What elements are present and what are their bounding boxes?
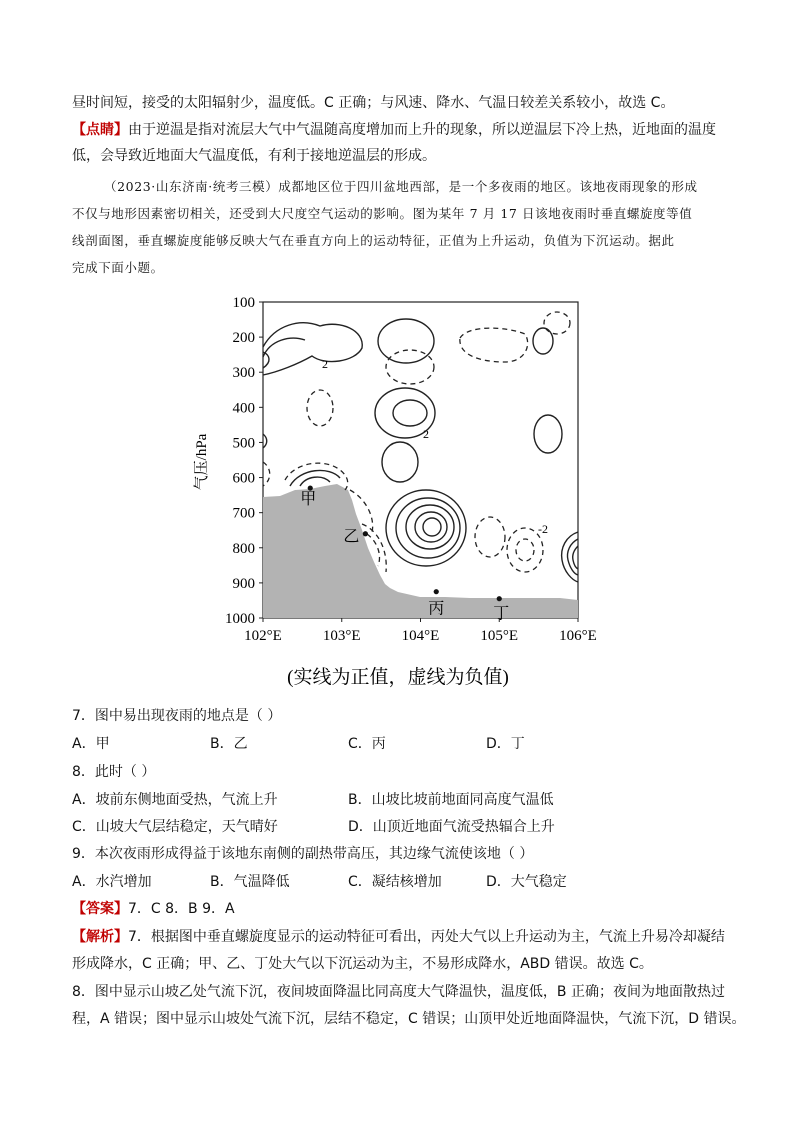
intro-line: 完成下面小题。: [72, 260, 164, 275]
y-tick-label: 800: [232, 540, 255, 557]
q9-option-a[interactable]: A．水汽增加: [72, 874, 152, 890]
analysis-line: 8．图中显示山坡乙处气流下沉，夜间坡面降温比同高度大气降温快，温度低，B 正确；夜间为地面散热过: [72, 984, 725, 1000]
analysis-line: 程，A 错误；图中显示山坡处气流下沉，层结不稳定，C 错误；山顶甲处近地面降温快，气流下沉，D 错误。: [72, 1011, 746, 1027]
q8-option-b[interactable]: B．山坡比坡前地面同高度气温低: [348, 792, 554, 808]
y-axis: [225, 295, 263, 627]
y-tick-label: 100: [232, 295, 255, 311]
y-tick-label: 900: [232, 575, 255, 592]
q9-option-c[interactable]: C．凝结核增加: [348, 874, 442, 890]
intro-line: 不仅与地形因素密切相关，还受到大尺度空气运动的影响。图为某年 7 月 17 日该地夜雨时垂直螺旋度等值: [72, 206, 693, 221]
text-line: 低，会导致近地面大气温度低，有利于接地逆温层的形成。: [72, 148, 436, 164]
question-8-stem: 8．此时（ ）: [72, 764, 156, 780]
q7-option-c[interactable]: C．丙: [348, 736, 386, 752]
analysis-label: 【解析】: [72, 929, 128, 945]
x-tick-label: 102°E: [244, 628, 282, 644]
contour-label: 2: [423, 427, 429, 441]
x-tick-label: 105°E: [480, 628, 519, 644]
q9-option-b[interactable]: B．气温降低: [210, 874, 290, 890]
y-tick-label: 200: [232, 330, 255, 347]
y-tick-label: 500: [232, 435, 255, 452]
y-tick-label: 1000: [225, 611, 255, 627]
y-tick-label: 600: [232, 470, 255, 487]
answer-label: 【答案】: [72, 901, 128, 917]
intro-line: 线剖面图，垂直螺旋度能够反映大气在垂直方向上的运动特征，正值为上升运动，负值为下沉运动。据此: [72, 233, 675, 248]
q8-option-a[interactable]: A．坡前东侧地面受热，气流上升: [72, 792, 278, 808]
contour-label: -2: [538, 522, 548, 536]
vertical-helicity-contour-figure: [180, 290, 610, 690]
point-label: 丁: [493, 605, 510, 623]
point-label: 丙: [428, 600, 445, 618]
answer-text: 7．C 8．B 9．A: [128, 901, 235, 917]
x-axis: [244, 618, 597, 644]
point-label: 甲: [300, 491, 317, 509]
x-tick-label: 106°E: [559, 628, 597, 644]
point-marker: [497, 596, 502, 601]
key-point-label: 【点睛】: [72, 122, 128, 138]
point-label: 乙: [343, 528, 360, 546]
analysis-text: 7．根据图中垂直螺旋度显示的运动特征可看出，丙处大气以上升运动为主，气流上升易冷却凝结: [128, 929, 725, 945]
q8-option-d[interactable]: D．山顶近地面气流受热辐合上升: [348, 819, 555, 835]
answer-line: [72, 899, 235, 919]
question-7-stem: 7．图中易出现夜雨的地点是（ ）: [72, 708, 282, 724]
q7-option-b[interactable]: B．乙: [210, 736, 248, 752]
point-marker: [308, 485, 313, 490]
q8-option-c[interactable]: C．山坡大气层结稳定，天气晴好: [72, 819, 278, 835]
key-point-paragraph: [72, 120, 716, 140]
key-point-text: 由于逆温是指对流层大气中气温随高度增加而上升的现象，所以逆温层下冷上热，近地面的温度: [128, 122, 716, 138]
y-tick-label: 300: [232, 365, 255, 382]
intro-line: （2023·山东济南·统考三模）成都地区位于四川盆地西部，是一个多夜雨的地区。该地夜雨现象的形成: [104, 179, 698, 194]
q9-option-d[interactable]: D．大气稳定: [486, 874, 567, 890]
y-axis-label: 气压/hPa: [194, 433, 210, 491]
point-marker: [434, 589, 439, 594]
analysis-line: 形成降水，C 正确；甲、乙、丁处大气以下沉运动为主，不易形成降水，ABD 错误。故选 C。: [72, 956, 653, 972]
y-tick-label: 700: [232, 505, 255, 522]
text-line: 昼时间短，接受的太阳辐射少，温度低。C 正确；与风速、降水、气温日较差关系较小，故选 C。: [72, 95, 675, 111]
y-tick-label: 400: [232, 400, 255, 417]
point-marker: [363, 531, 368, 536]
q7-option-a[interactable]: A．甲: [72, 736, 110, 752]
x-tick-label: 103°E: [322, 628, 361, 644]
analysis-line: [72, 927, 725, 947]
contour-label: 2: [322, 357, 328, 371]
x-tick-label: 104°E: [401, 628, 440, 644]
figure-caption: (实线为正值，虚线为负值): [287, 667, 509, 688]
question-9-stem: 9．本次夜雨形成得益于该地东南侧的副热带高压，其边缘气流使该地（ ）: [72, 846, 534, 862]
q7-option-d[interactable]: D．丁: [486, 736, 525, 752]
